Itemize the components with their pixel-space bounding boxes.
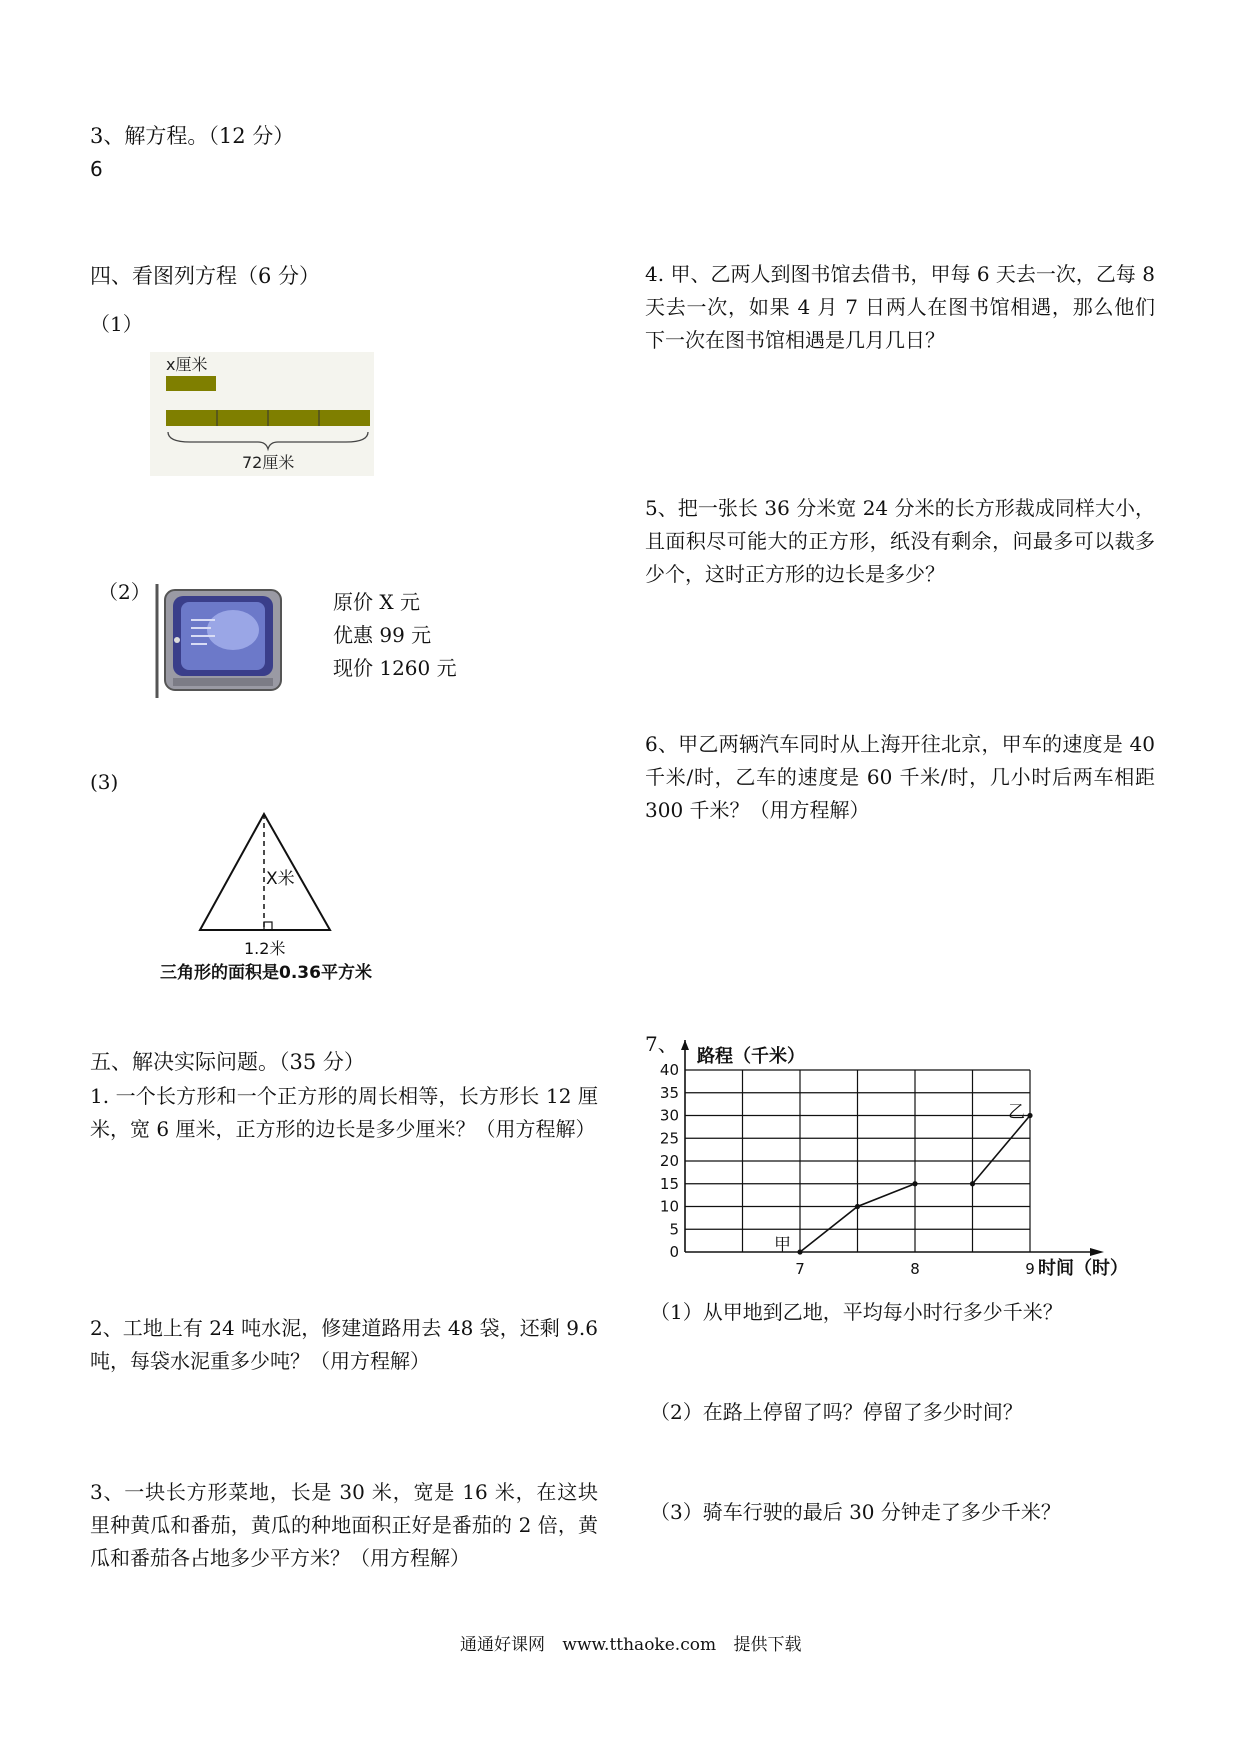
figure1-label: （1） bbox=[90, 312, 143, 336]
x-tick-label: 8 bbox=[910, 1260, 920, 1278]
x-axis-title: 时间（时） bbox=[1038, 1258, 1128, 1279]
bar-bottom-label: 72厘米 bbox=[242, 453, 295, 472]
end-point-label: 乙 bbox=[1008, 1102, 1025, 1123]
chart-labels bbox=[697, 1045, 1128, 1279]
price-current: 现价 1260 元 bbox=[333, 656, 457, 680]
chart-ticks bbox=[660, 1061, 1035, 1278]
section5-heading: 五、解决实际问题。（35 分） bbox=[90, 1050, 365, 1074]
triangle-base-label: 1.2米 bbox=[244, 939, 286, 958]
tv-icon bbox=[155, 580, 285, 698]
problem-1: 1. 一个长方形和一个正方形的周长相等，长方形长 12 厘米，宽 6 厘米，正方形的边长是多少厘米？（用方程解） bbox=[90, 1084, 598, 1141]
problem-7-q3: （3）骑车行驶的最后 30 分钟走了多少千米？ bbox=[650, 1500, 1061, 1524]
problem-5: 5、把一张长 36 分米宽 24 分米的长方形裁成同样大小，且面积尽可能大的正方形，纸没有剩余，问最多可以裁多少个，这时正方形的边长是多少？ bbox=[645, 496, 1155, 586]
y-axis-arrow bbox=[681, 1040, 689, 1050]
y-tick-label: 0 bbox=[669, 1243, 679, 1261]
footer-note: 提供下载 bbox=[733, 1635, 802, 1655]
problem-7-q2: （2）在路上停留了吗？停留了多少时间？ bbox=[650, 1400, 1023, 1424]
y-tick-label: 20 bbox=[659, 1152, 679, 1170]
y-axis-title: 路程（千米） bbox=[697, 1046, 805, 1067]
x-axis-arrow bbox=[1090, 1248, 1104, 1256]
data-point bbox=[1027, 1113, 1032, 1118]
chart-axes bbox=[681, 1040, 1104, 1256]
y-tick-label: 35 bbox=[659, 1083, 679, 1102]
triangle-figure bbox=[160, 812, 420, 992]
triangle bbox=[200, 814, 330, 930]
bar-single bbox=[166, 376, 216, 391]
problem-4: 4. 甲、乙两人到图书馆去借书，甲每 6 天去一次，乙每 8 天去一次，如果 4 月 7 日两人在图书馆相遇，那么他们下一次在图书馆相遇是几月几日？ bbox=[645, 262, 1155, 352]
x-tick-label: 7 bbox=[795, 1260, 805, 1278]
data-point bbox=[970, 1181, 975, 1186]
triangle-caption: 三角形的面积是0.36平方米 bbox=[160, 963, 372, 983]
figure2-label: （2） bbox=[98, 580, 151, 604]
price-discount: 优惠 99 元 bbox=[333, 623, 432, 647]
x-tick-label: 9 bbox=[1025, 1260, 1035, 1278]
section3-heading: 3、解方程。（12 分） bbox=[90, 124, 295, 148]
brace bbox=[168, 432, 368, 449]
problem-3: 3、一块长方形菜地，长是 30 米，宽是 16 米，在这块里种黄瓜和番茄，黄瓜的种地面积正好是番茄的 2 倍，黄瓜和番茄各占地多少平方米？（用方程解） bbox=[90, 1480, 598, 1570]
bar-diagram bbox=[150, 352, 374, 476]
problem-7-q1: （1）从甲地到乙地，平均每小时行多少千米？ bbox=[650, 1300, 1063, 1324]
y-tick-label: 15 bbox=[659, 1174, 679, 1193]
data-point bbox=[912, 1181, 917, 1186]
y-tick-label: 25 bbox=[659, 1129, 679, 1148]
y-tick-label: 5 bbox=[669, 1220, 679, 1239]
section3-content: 6 bbox=[90, 157, 103, 181]
y-tick-label: 10 bbox=[659, 1197, 679, 1216]
y-tick-label: 30 bbox=[659, 1106, 679, 1125]
figure3-label: (3) bbox=[90, 770, 119, 794]
chart-grid bbox=[685, 1070, 1030, 1252]
footer bbox=[460, 1630, 813, 1655]
footer-site-name: 通通好课网 bbox=[460, 1635, 545, 1655]
right-angle-mark bbox=[264, 922, 272, 930]
data-point bbox=[797, 1249, 802, 1254]
problem-7-label: 7、 bbox=[645, 1032, 678, 1056]
section4-heading: 四、看图列方程（6 分） bbox=[90, 264, 321, 288]
bar-top-label: x厘米 bbox=[166, 355, 208, 374]
footer-url: www.tthaoke.com bbox=[562, 1635, 717, 1655]
distance-time-chart bbox=[640, 1040, 1160, 1290]
triangle-height-label: X米 bbox=[266, 869, 295, 889]
problem-2: 2、工地上有 24 吨水泥，修建道路用去 48 袋，还剩 9.6 吨，每袋水泥重多少吨？（用方程解） bbox=[90, 1316, 598, 1373]
problem-6: 6、甲乙两辆汽车同时从上海开往北京，甲车的速度是 40 千米/时，乙车的速度是 60 千米/时，几小时后两车相距 300 千米？（用方程解） bbox=[645, 732, 1155, 822]
price-original: 原价 X 元 bbox=[333, 590, 420, 614]
start-point-label: 甲 bbox=[774, 1235, 791, 1255]
data-point bbox=[855, 1204, 860, 1209]
y-tick-label: 40 bbox=[659, 1061, 679, 1079]
series-segment-2 bbox=[973, 1116, 1031, 1184]
